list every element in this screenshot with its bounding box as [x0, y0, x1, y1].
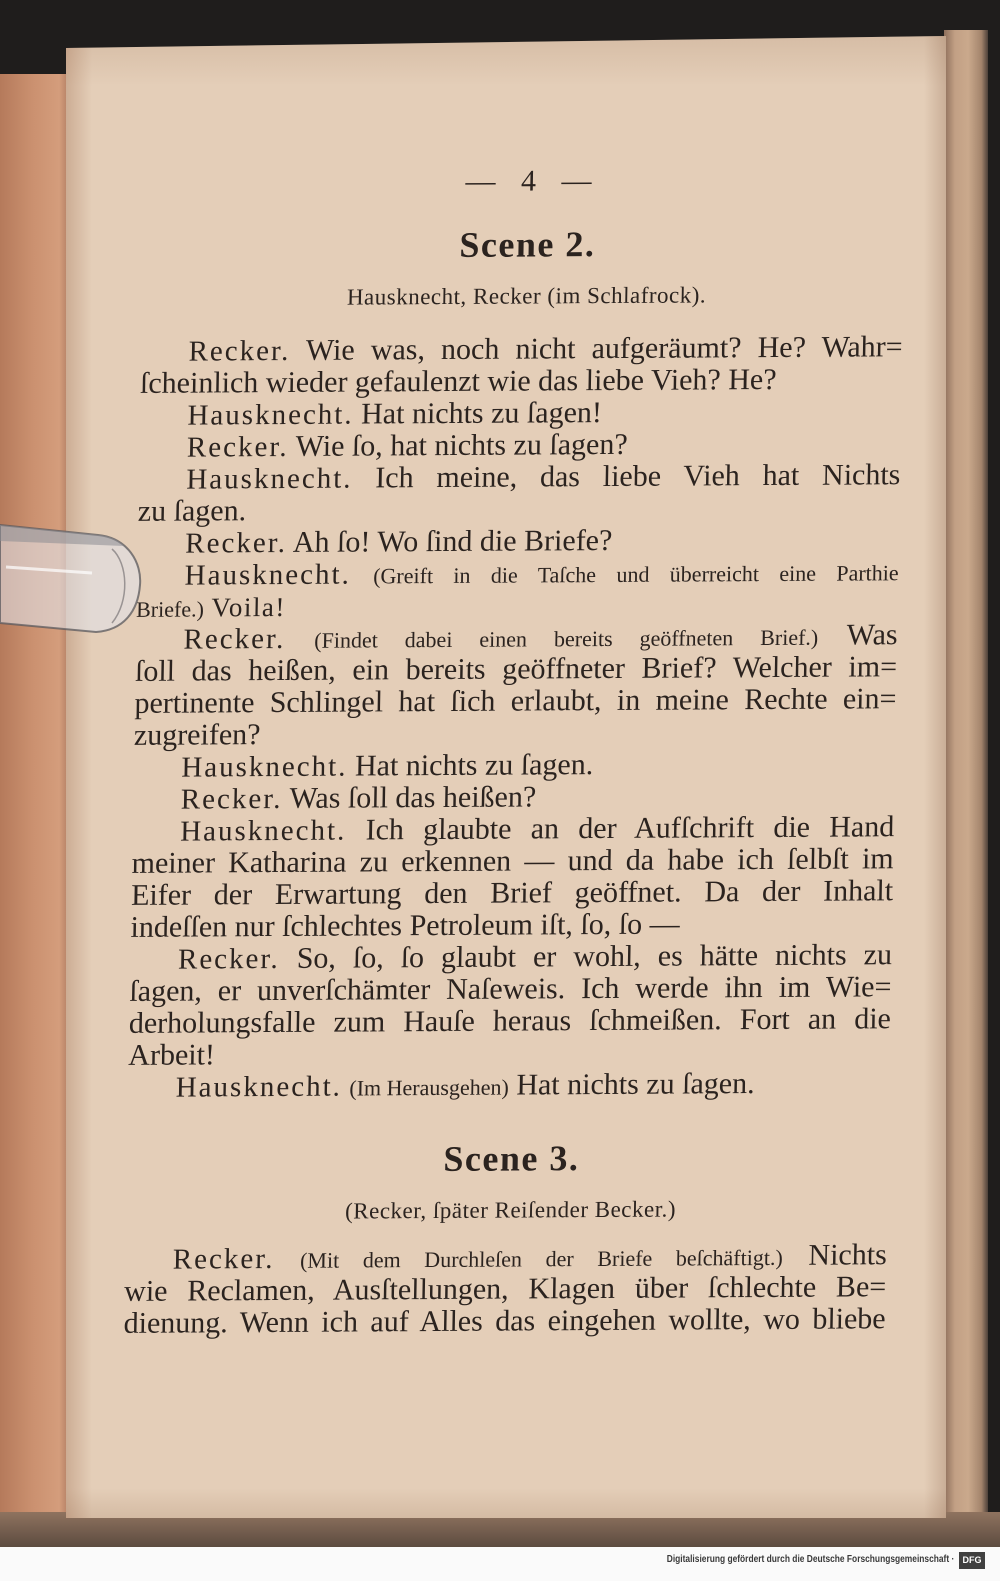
- dialogue-line: [134, 683, 897, 720]
- speaker-name: Hausknecht.: [187, 398, 354, 432]
- dialogue-line: [128, 1035, 891, 1072]
- line-text: ſagen, er unverſchämter Naſeweis. Ich werde ihn im Wie=: [129, 970, 892, 1008]
- book-cover-edge: [0, 74, 74, 1524]
- dialogue-line: [129, 1003, 892, 1040]
- dialogue-line: [134, 715, 897, 752]
- line-text: Wie ſo, hat nichts zu ſagen?: [295, 427, 628, 463]
- speaker-name: Recker.: [184, 526, 288, 560]
- line-text: Hat nichts zu ſagen.: [516, 1067, 755, 1102]
- line-text: zugreifen?: [133, 718, 261, 752]
- line-text: derholungsfalle zum Hauſe heraus ſchmeißen. Fort an die: [128, 1002, 892, 1040]
- book-page-edges: [944, 30, 988, 1530]
- dialogue-line: [136, 587, 899, 624]
- dialogue-line: [127, 1067, 890, 1104]
- line-text: Ich meine, das liebe Vieh hat Nichts: [375, 458, 901, 495]
- dfg-logo: DFG: [959, 1552, 985, 1569]
- speaker-name: Recker.: [186, 430, 289, 464]
- line-text: Ich glaubte an der Aufſchrift die Hand: [365, 810, 895, 847]
- speaker-name: Recker.: [172, 1242, 275, 1276]
- line-text: Arbeit!: [128, 1038, 216, 1072]
- dialogue-line: [123, 1303, 886, 1340]
- line-text: Was: [846, 618, 898, 652]
- line-text: Ah ſo! Wo ſind die Briefe?: [292, 523, 613, 559]
- dialogue-line: [131, 875, 894, 912]
- dialogue-line: [140, 331, 903, 368]
- speaker-name: Hausknecht.: [179, 814, 347, 848]
- line-text: zu ſagen.: [137, 494, 247, 528]
- dialogue-block: [123, 1239, 887, 1340]
- line-text: meiner Katharina zu erkennen — und da habe ich ſelbſt im: [131, 842, 894, 880]
- stage-direction: (Im Herausgehen): [349, 1074, 510, 1101]
- speaker-name: Hausknecht.: [184, 558, 352, 592]
- scene-heading: Scene 2.: [459, 224, 596, 265]
- line-text: dienung. Wenn ich auf Alles das eingehen wollte, wo bliebe: [123, 1302, 886, 1340]
- stage-direction: (Greift in die Taſche und überreicht eine Parthie: [372, 560, 899, 589]
- dialogue-line: [138, 491, 901, 528]
- speaker-name: Recker.: [188, 334, 291, 368]
- line-text: wie Reclamen, Ausſtellungen, Klagen über ſchlechte Be=: [123, 1270, 887, 1308]
- line-text: pertinente Schlingel hat ſich erlaubt, in meine Rechte ein=: [134, 682, 897, 720]
- line-text: Wie was, noch nicht aufgeräumt? He? Wahr=: [305, 330, 903, 367]
- line-text: Was ſoll das heißen?: [289, 780, 537, 815]
- dialogue-line: [137, 523, 900, 560]
- paper-clip-tab: [0, 505, 150, 645]
- line-text: Nichts: [808, 1238, 888, 1272]
- line-text: Eifer der Erwartung den Brief geöffnet. Da der Inhalt: [130, 874, 894, 912]
- footer-credit: Digitalisierung gefördert durch die Deutsche Forschungsgemeinschaft ·: [666, 1554, 954, 1565]
- cast-list: Hausknecht, Recker (im Schlafrock).: [346, 282, 707, 310]
- speaker-name: Recker.: [180, 782, 283, 816]
- stage-direction: Briefe.): [135, 596, 205, 622]
- speaker-name: Recker.: [177, 942, 281, 976]
- dialogue-line: [136, 555, 899, 592]
- stage-direction: (Findet dabei einen bereits geöffneten Brief.): [314, 624, 819, 653]
- page-number: — 4 —: [465, 164, 592, 198]
- line-text: Hat nichts zu ſagen.: [354, 748, 594, 783]
- digitization-footer: [0, 1547, 1000, 1581]
- line-text: ſoll das heißen, ein bereits geöffneter Brief? Welcher im=: [134, 650, 898, 688]
- speaker-name: Hausknecht.: [181, 750, 348, 784]
- dialogue-line: [138, 459, 901, 496]
- stage-direction: (Mit dem Durchleſen der Briefe beſchäftigt.): [299, 1244, 784, 1273]
- cast-list: (Recker, ſpäter Reiſender Becker.): [344, 1196, 677, 1224]
- line-text: Voila!: [211, 591, 287, 623]
- speaker-name: Hausknecht.: [186, 462, 353, 496]
- line-text: indeſſen nur ſchlechtes Petroleum iſt, ſo, ſo —: [130, 907, 680, 944]
- line-text: Hat nichts zu ſagen!: [360, 396, 603, 431]
- dialogue-line: [140, 363, 903, 400]
- line-text: ſcheinlich wieder gefaulenzt wie das liebe Vieh? He?: [139, 362, 777, 400]
- dialogue-block: [127, 331, 902, 1104]
- speaker-name: Hausknecht.: [175, 1070, 343, 1104]
- speaker-name: Recker.: [183, 622, 286, 656]
- dialogue-line: [133, 747, 896, 784]
- line-text: So, ſo, ſo glaubt er wohl, es hätte nichts zu: [296, 938, 893, 975]
- page-content: [102, 145, 923, 1370]
- scene-heading: Scene 3.: [443, 1138, 580, 1179]
- dialogue-line: [139, 395, 902, 432]
